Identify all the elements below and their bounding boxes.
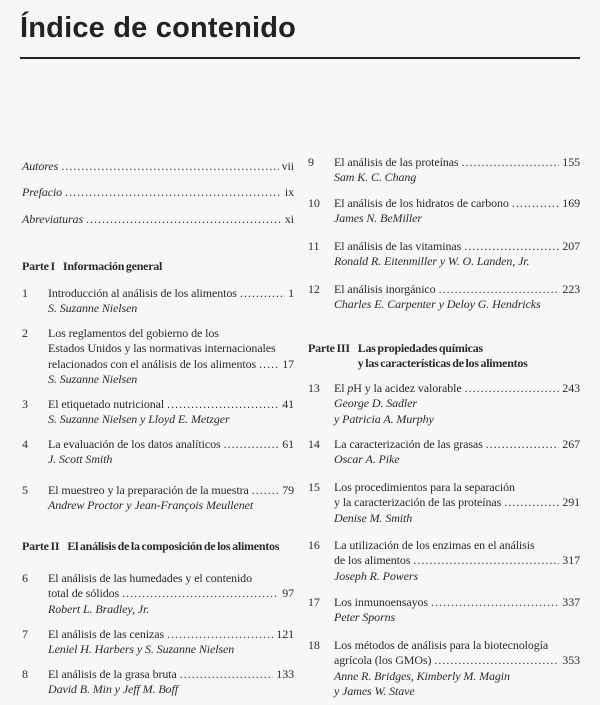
part-label: Parte II bbox=[22, 539, 60, 553]
toc-chapter-entry bbox=[308, 196, 580, 227]
chapter-author: y James W. Stave bbox=[334, 683, 415, 698]
chapter-title-line bbox=[334, 155, 580, 170]
chapter-author: S. Suzanne Nielsen bbox=[48, 371, 138, 386]
chapter-body bbox=[48, 627, 294, 658]
page-number: 267 bbox=[562, 437, 580, 451]
chapter-title-line bbox=[334, 553, 580, 568]
dot-leader bbox=[86, 212, 282, 227]
part-label: Parte I bbox=[22, 259, 55, 273]
chapter-title-text: El pH y la acidez valorable bbox=[334, 381, 462, 395]
chapter-title-line bbox=[48, 483, 294, 498]
chapter-title-line bbox=[334, 239, 580, 254]
dot-leader bbox=[439, 282, 560, 297]
chapter-number: 13 bbox=[308, 381, 320, 395]
chapter-body bbox=[334, 538, 580, 584]
chapter-number: 11 bbox=[308, 239, 320, 253]
chapter-title-text: y la caracterización de las proteínas bbox=[334, 495, 502, 510]
page-number: 97 bbox=[282, 586, 294, 601]
page-number: 337 bbox=[562, 595, 580, 609]
dot-leader bbox=[431, 595, 559, 610]
chapter-number: 5 bbox=[22, 483, 28, 497]
toc-chapter-entry bbox=[22, 286, 294, 317]
chapter-title-text: El etiquetado nutricional bbox=[48, 397, 165, 411]
chapter-title-line bbox=[334, 282, 580, 297]
chapter-body bbox=[334, 480, 580, 526]
dot-leader bbox=[167, 627, 273, 642]
page-number: 17 bbox=[282, 356, 294, 371]
chapter-title-text: Los inmunoensayos bbox=[334, 595, 428, 609]
toc-chapter-entry bbox=[308, 538, 580, 584]
chapter-title-text: La caracterización de las grasas bbox=[334, 437, 483, 451]
chapter-title-text: total de sólidos bbox=[48, 586, 120, 601]
chapter-number: 9 bbox=[308, 155, 314, 169]
dot-leader bbox=[240, 286, 285, 301]
toc-front-matter-entry bbox=[22, 159, 294, 174]
chapter-title-line bbox=[48, 627, 294, 642]
chapter-body bbox=[334, 282, 580, 313]
chapter-author: Peter Sporns bbox=[334, 610, 396, 625]
dot-leader bbox=[61, 159, 278, 174]
chapter-author: Charles E. Carpenter y Deloy G. Hendricks bbox=[334, 297, 541, 312]
chapter-number: 6 bbox=[22, 571, 28, 585]
chapter-title-text: de los alimentos bbox=[334, 553, 411, 568]
part-heading bbox=[22, 259, 294, 274]
page-number: 1 bbox=[288, 286, 294, 300]
part-heading bbox=[22, 539, 294, 554]
toc-chapter-entry bbox=[22, 437, 294, 468]
chapter-title-line bbox=[48, 397, 294, 412]
toc-line bbox=[22, 212, 294, 227]
part-title bbox=[63, 259, 294, 274]
toc-chapter-entry bbox=[308, 595, 580, 626]
chapter-number: 2 bbox=[22, 326, 28, 340]
chapter-body bbox=[334, 638, 580, 699]
toc-chapter-entry bbox=[308, 480, 580, 526]
toc-front-matter-entry bbox=[22, 212, 294, 227]
chapter-title-line bbox=[334, 538, 580, 553]
part-title-line: El análisis de la composición de los alimentos bbox=[67, 539, 280, 553]
dot-leader bbox=[434, 653, 559, 668]
chapter-title-line bbox=[334, 653, 580, 668]
chapter-title-text: Los procedimientos para la separación bbox=[334, 480, 515, 494]
chapter-author: Denise M. Smith bbox=[334, 510, 413, 525]
chapter-author: Oscar A. Pike bbox=[334, 452, 400, 467]
chapter-number: 7 bbox=[22, 627, 28, 641]
page-number: 41 bbox=[282, 397, 294, 411]
chapter-title-text: El análisis de las humedades y el contenido bbox=[48, 571, 252, 585]
chapter-title-text: agrícola (los GMOs) bbox=[334, 653, 432, 668]
page-number: 121 bbox=[276, 627, 294, 641]
chapter-number: 17 bbox=[308, 595, 320, 609]
chapter-author: S. Suzanne Nielsen bbox=[48, 301, 138, 316]
chapter-title-line bbox=[48, 437, 294, 452]
chapter-title-text: Introducción al análisis de los alimentos bbox=[48, 286, 237, 300]
dot-leader bbox=[252, 483, 279, 498]
chapter-body bbox=[48, 483, 294, 514]
chapter-number: 12 bbox=[308, 282, 320, 296]
page-number: 291 bbox=[562, 495, 580, 510]
chapter-body bbox=[334, 239, 580, 270]
chapter-number: 3 bbox=[22, 397, 28, 411]
part-title bbox=[358, 341, 580, 372]
toc-chapter-entry bbox=[308, 381, 580, 427]
page-number: ix bbox=[284, 185, 294, 199]
chapter-author: y Patricia A. Murphy bbox=[334, 411, 434, 426]
chapter-title-text: El análisis de las cenizas bbox=[48, 627, 165, 641]
chapter-author: J. Scott Smith bbox=[48, 452, 113, 467]
chapter-title-line bbox=[48, 586, 294, 601]
dot-leader bbox=[65, 185, 282, 200]
chapter-title-line bbox=[48, 357, 294, 372]
dot-leader bbox=[512, 196, 559, 211]
chapter-number: 10 bbox=[308, 196, 320, 210]
chapter-number: 16 bbox=[308, 538, 320, 552]
chapter-title-line bbox=[48, 571, 294, 586]
chapter-body bbox=[48, 667, 294, 698]
chapter-body bbox=[334, 381, 580, 427]
page-number: 133 bbox=[276, 667, 294, 681]
dot-leader bbox=[224, 437, 280, 452]
chapter-title-line bbox=[48, 286, 294, 301]
dot-leader bbox=[180, 667, 274, 682]
toc-chapter-entry bbox=[22, 571, 294, 617]
toc-chapter-entry bbox=[22, 483, 294, 514]
chapter-author: Leniel H. Harbers y S. Suzanne Nielsen bbox=[48, 642, 235, 657]
toc-line bbox=[22, 185, 294, 200]
chapter-body bbox=[334, 196, 580, 227]
chapter-title-text: Los reglamentos del gobierno de los bbox=[48, 326, 219, 340]
page-number: xi bbox=[284, 212, 294, 226]
toc-chapter-entry bbox=[308, 155, 580, 186]
chapter-body bbox=[334, 437, 580, 468]
dot-leader bbox=[465, 381, 560, 396]
toc-front-matter-entry bbox=[22, 185, 294, 200]
toc-line bbox=[22, 159, 294, 174]
dot-leader bbox=[464, 239, 559, 254]
chapter-author: Joseph R. Powers bbox=[334, 568, 419, 583]
chapter-author: David B. Min y Jeff M. Boff bbox=[48, 682, 178, 697]
page-title: Índice de contenido bbox=[20, 12, 297, 44]
toc-chapter-entry bbox=[22, 397, 294, 428]
chapter-author: Anne R. Bridges, Kimberly M. Magin bbox=[334, 668, 510, 683]
toc-chapter-entry bbox=[22, 667, 294, 698]
front-matter-title: Prefacio bbox=[22, 185, 63, 199]
chapter-number: 14 bbox=[308, 437, 320, 451]
dot-leader bbox=[259, 357, 279, 372]
page-number: 169 bbox=[562, 196, 580, 210]
chapter-title-line bbox=[48, 326, 294, 341]
chapter-title-text: Los métodos de análisis para la biotecnología bbox=[334, 638, 549, 652]
chapter-author: George D. Sadler bbox=[334, 396, 417, 411]
page-number: 61 bbox=[282, 437, 294, 451]
chapter-number: 8 bbox=[22, 667, 28, 681]
chapter-title-line bbox=[334, 480, 580, 495]
page-number: 223 bbox=[562, 282, 580, 296]
chapter-title-line bbox=[334, 196, 580, 211]
chapter-number: 1 bbox=[22, 286, 28, 300]
chapter-body bbox=[48, 437, 294, 468]
chapter-title-line bbox=[48, 667, 294, 682]
toc-chapter-entry bbox=[308, 282, 580, 313]
chapter-title-text: El análisis inorgánico bbox=[334, 282, 436, 296]
part-title-line: Información general bbox=[62, 259, 163, 273]
chapter-title-text: El análisis de las proteínas bbox=[334, 155, 459, 169]
page-number: 353 bbox=[562, 653, 580, 668]
chapter-title-line bbox=[48, 341, 294, 356]
part-label: Parte III bbox=[308, 341, 350, 355]
chapter-title-text: El muestreo y la preparación de la muestra bbox=[48, 483, 249, 497]
chapter-number: 18 bbox=[308, 638, 320, 652]
chapter-title-text: El análisis de las vitaminas bbox=[334, 239, 462, 253]
chapter-title-text: El análisis de la grasa bruta bbox=[48, 667, 177, 681]
chapter-title-text: relacionados con el análisis de los alimentos bbox=[48, 356, 257, 371]
chapter-author: Andrew Proctor y Jean-François Meullenet bbox=[48, 498, 254, 513]
chapter-title-text: Estados Unidos y las normativas internacionales bbox=[48, 341, 276, 356]
toc-chapter-entry bbox=[22, 627, 294, 658]
chapter-body bbox=[48, 571, 294, 617]
part-title-line: Las propiedades químicas bbox=[357, 341, 483, 355]
part-heading bbox=[308, 341, 580, 372]
page-number: vii bbox=[281, 159, 294, 173]
chapter-title-text: La evaluación de los datos analíticos bbox=[48, 437, 221, 451]
chapter-title-line bbox=[334, 638, 580, 653]
title-rule bbox=[20, 57, 580, 59]
toc-chapter-entry bbox=[308, 239, 580, 270]
chapter-author: James N. BeMiller bbox=[334, 211, 422, 226]
front-matter-title: Abreviaturas bbox=[22, 212, 84, 226]
chapter-body bbox=[48, 286, 294, 317]
part-title bbox=[67, 539, 294, 554]
chapter-number: 15 bbox=[308, 480, 320, 494]
chapter-body bbox=[48, 397, 294, 428]
chapter-title-text: La utilización de los enzimas en el análisis bbox=[334, 538, 535, 552]
dot-leader bbox=[413, 553, 559, 568]
dot-leader bbox=[167, 397, 279, 412]
page-number: 243 bbox=[562, 381, 580, 395]
chapter-body bbox=[334, 155, 580, 186]
toc-chapter-entry bbox=[308, 437, 580, 468]
chapter-title-line bbox=[334, 437, 580, 452]
page-number: 317 bbox=[562, 553, 580, 568]
dot-leader bbox=[462, 155, 560, 170]
toc-chapter-entry bbox=[22, 326, 294, 387]
toc-chapter-entry bbox=[308, 638, 580, 699]
front-matter-title: Autores bbox=[22, 159, 59, 173]
chapter-body bbox=[48, 326, 294, 387]
chapter-title-line bbox=[334, 381, 580, 396]
chapter-author: Ronald R. Eitenmiller y W. O. Landen, Jr. bbox=[334, 254, 530, 269]
chapter-title-text: El análisis de los hidratos de carbono bbox=[334, 196, 509, 210]
dot-leader bbox=[504, 495, 559, 510]
chapter-author: Sam K. C. Chang bbox=[334, 170, 417, 185]
chapter-number: 4 bbox=[22, 437, 28, 451]
chapter-body bbox=[334, 595, 580, 626]
page-number: 155 bbox=[562, 155, 580, 169]
page-number: 79 bbox=[282, 483, 294, 497]
chapter-title-line bbox=[334, 495, 580, 510]
chapter-author: Robert L. Bradley, Jr. bbox=[48, 601, 150, 616]
chapter-author: S. Suzanne Nielsen y Lloyd E. Metzger bbox=[48, 412, 230, 427]
page-number: 207 bbox=[562, 239, 580, 253]
part-title-line: y las características de los alimentos bbox=[357, 356, 528, 371]
chapter-title-line bbox=[334, 595, 580, 610]
dot-leader bbox=[486, 437, 560, 452]
dot-leader bbox=[122, 586, 279, 601]
